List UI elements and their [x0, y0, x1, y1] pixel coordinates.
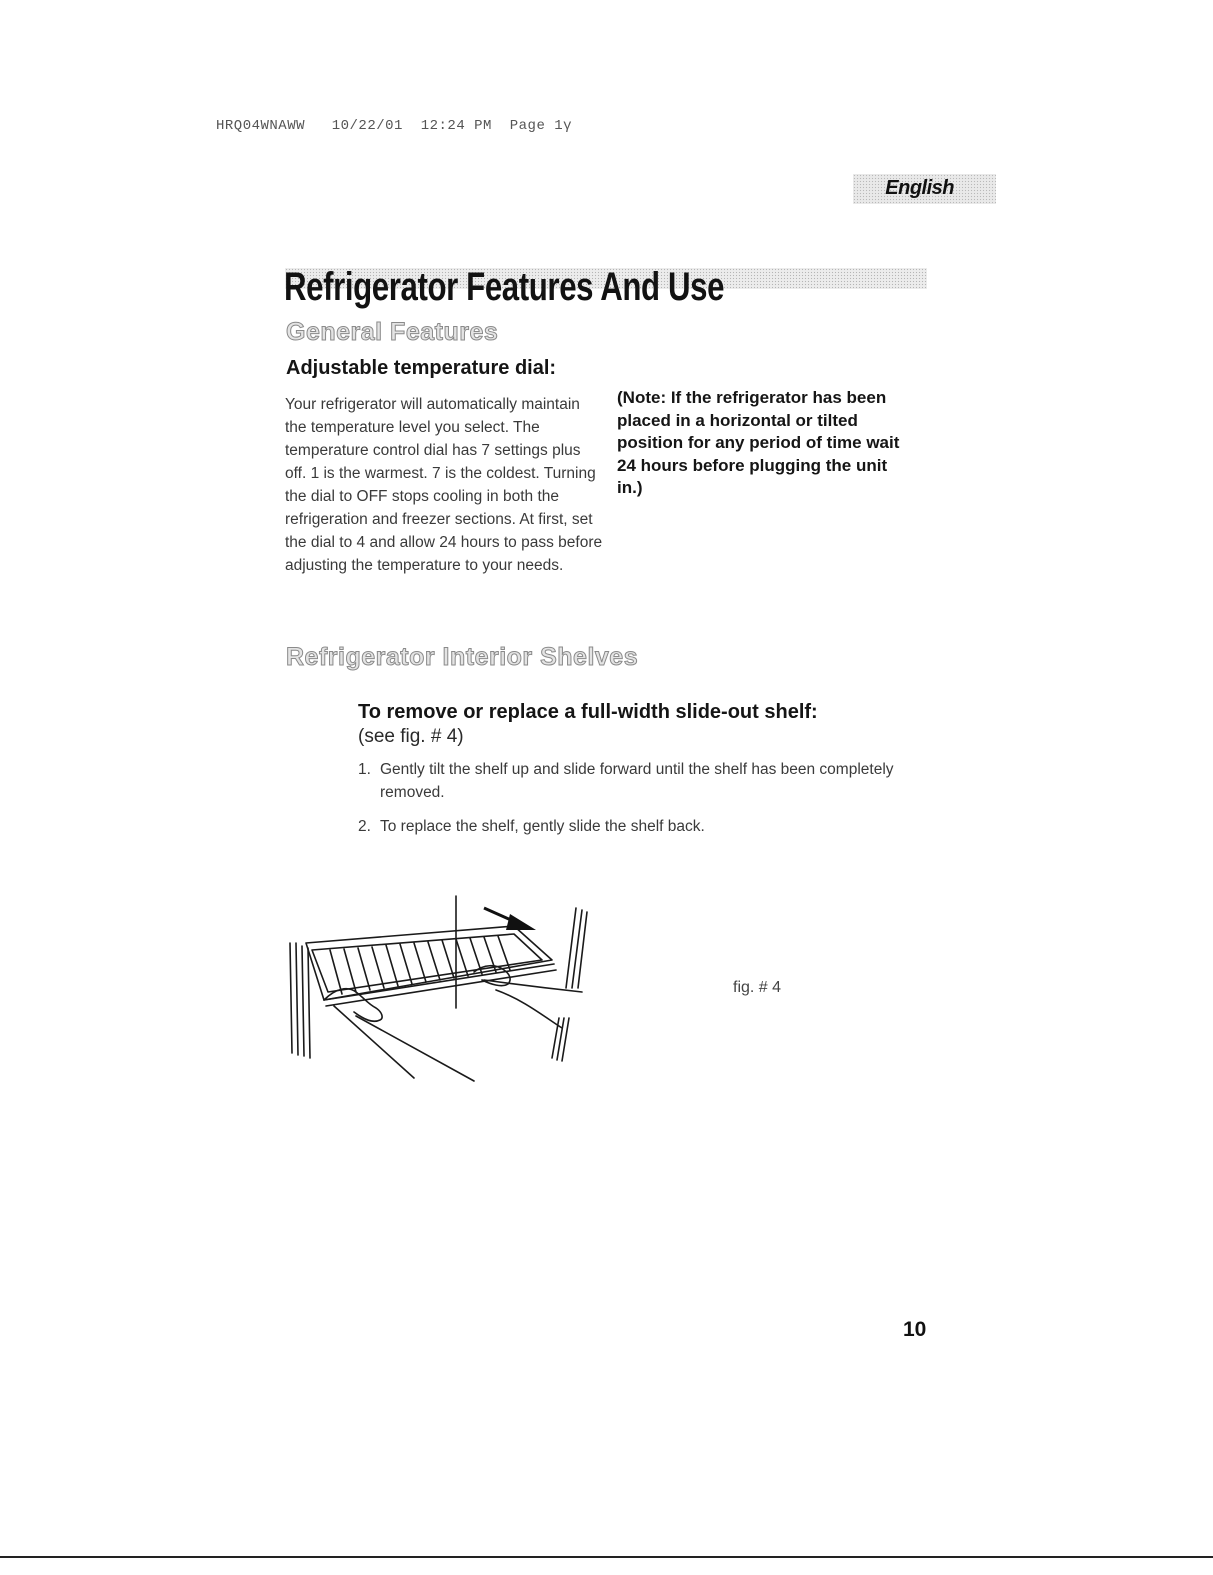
subheading-temperature-dial: Adjustable temperature dial:	[286, 357, 557, 379]
instruction-steps	[358, 758, 898, 849]
page-number: 10	[903, 1318, 927, 1341]
subheading-slide-out-shelf: To remove or replace a full-width slide-out shelf:	[358, 701, 818, 723]
list-item	[358, 758, 898, 804]
shelf-removal-illustration	[284, 888, 604, 1083]
step-number: 1.	[358, 761, 371, 778]
language-tab-label: English	[885, 177, 954, 199]
step-text: Gently tilt the shelf up and slide forward until the shelf has been completely removed.	[380, 761, 894, 801]
bottom-rule	[0, 1556, 1213, 1558]
page-title: Refrigerator Features And Use	[284, 265, 725, 309]
temperature-dial-paragraph: Your refrigerator will automatically maintain the temperature level you select. The temperature control dial has 7 settings plus off. 1 is the warmest. 7 is the coldest. Turning the dial to OFF stops cooling in both the refrigeration and freezer sections. At first, set the dial to 4 and allow 24 hours to pass before adjusting the temperature to your needs.	[285, 396, 603, 574]
language-tab	[853, 174, 996, 204]
list-item	[358, 815, 898, 838]
see-figure-reference: (see fig. # 4)	[358, 726, 464, 747]
step-text: To replace the shelf, gently slide the shelf back.	[380, 818, 705, 835]
step-number: 2.	[358, 818, 371, 835]
note-paragraph: (Note: If the refrigerator has been placed in a horizontal or tilted position for any period of time wait 24 hours before plugging the unit in.)	[617, 388, 900, 497]
section-heading-general-features: General Features	[286, 318, 499, 346]
figure-caption: fig. # 4	[733, 979, 782, 996]
print-header: HRQ04WNAWW 10/22/01 12:24 PM Page 1γ	[216, 118, 573, 134]
section-heading-interior-shelves: Refrigerator Interior Shelves	[286, 643, 639, 671]
